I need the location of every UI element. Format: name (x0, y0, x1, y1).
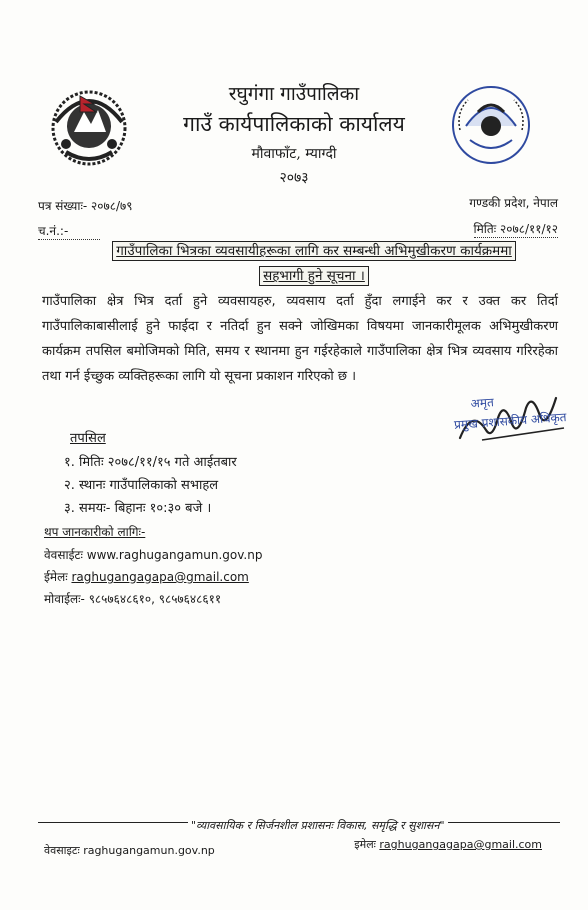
municipality-name: रघुगंगा गाउँपालिका (228, 83, 360, 105)
footer-tagline: "व्यावसायिक र सिर्जनशील प्रशासनः विकास, समृद्धि र सुशासन" (188, 818, 448, 833)
contact-website-label: वेवसाईटः (44, 548, 83, 562)
dispatch-number-label: च.नं.:- (38, 222, 100, 240)
footer-email-label: इमेलः (354, 838, 376, 851)
contact-mobile-numbers: ९८५७६४८६१०, ९८५७६४८६११ (88, 592, 222, 606)
contact-website-link[interactable]: www.raghugangamun.gov.np (86, 548, 263, 562)
footer-website-link[interactable]: raghugangamun.gov.np (83, 844, 215, 857)
footer-email (354, 837, 542, 852)
province-label: गण्डकी प्रदेश, नेपाल (469, 196, 558, 210)
contact-email-link[interactable]: raghugangagapa@gmail.com (71, 570, 249, 584)
office-address: मौवाफाँट, म्याग्दी (251, 146, 337, 162)
tapsil-heading: तपसिल (70, 431, 106, 446)
notice-body: गाउँपालिका क्षेत्र भित्र दर्ता हुने व्यवसायहरु, व्यवसाय दर्ता हुँदा लगाईने कर र उक्त कर तिर्दा गाउँपालिकाबासीलाई हुने फाईदा र नतिर्दा हुन सक्ने जोखिमका विषयमा जानकारीमूलक अभिमुखीकरण कार्यक्रम तपसिल बमोजिमको मिति, समय र स्थानमा हुन गईरहेकाले गाउँपालिका क्षेत्र भित्र व्यवसाय गरिरहेका तथा गर्न ईच्छुक व्यक्तिहरूका लागि यो सूचना प्रकाशन गरिएको छ । (42, 294, 558, 384)
stamp-designation: प्रमुख प्रशासकीय अधिकृत (453, 410, 567, 432)
contact-mobile-label: मोवाईलः- (44, 592, 85, 606)
stamp-name: अमृत (470, 395, 495, 411)
tapsil-item-date: १. मितिः २०७८/११/१५ गते आईतबार (64, 455, 237, 470)
contact-website (44, 546, 262, 563)
footer-website (44, 843, 215, 858)
office-name: गाउँ कार्यपालिकाको कार्यालय (183, 112, 405, 136)
footer-website-label: वेवसाइटः (44, 844, 80, 857)
subject-line-1: गाउँपालिका भित्रका व्यवसायीहरूका लागि कर सम्बन्धी अभिमुखीकरण कार्यक्रममा (112, 241, 516, 261)
contact-email-label: ईमेलः (44, 570, 68, 584)
established-year: २०७३ (279, 170, 309, 186)
letter-date (474, 220, 558, 238)
tapsil-item-venue: २. स्थानः गाउँपालिकाको सभाहल (64, 478, 219, 493)
footer-email-link[interactable]: raghugangagapa@gmail.com (379, 838, 542, 851)
letter-number: पत्र संख्याः- २०७८/७९ (38, 199, 133, 213)
notice-subject (64, 239, 564, 289)
tapsil-item-time: ३. समयः- बिहानः १०:३० बजे । (64, 501, 212, 516)
dispatch-number (38, 222, 100, 240)
letter-date-text: मितिः २०७८/११/१२ (473, 222, 558, 236)
contact-mobile (44, 590, 221, 607)
contact-email (44, 568, 249, 585)
contact-heading: थप जानकारीको लागिः- (44, 525, 146, 539)
subject-line-2: सहभागी हुने सूचना । (259, 266, 369, 286)
